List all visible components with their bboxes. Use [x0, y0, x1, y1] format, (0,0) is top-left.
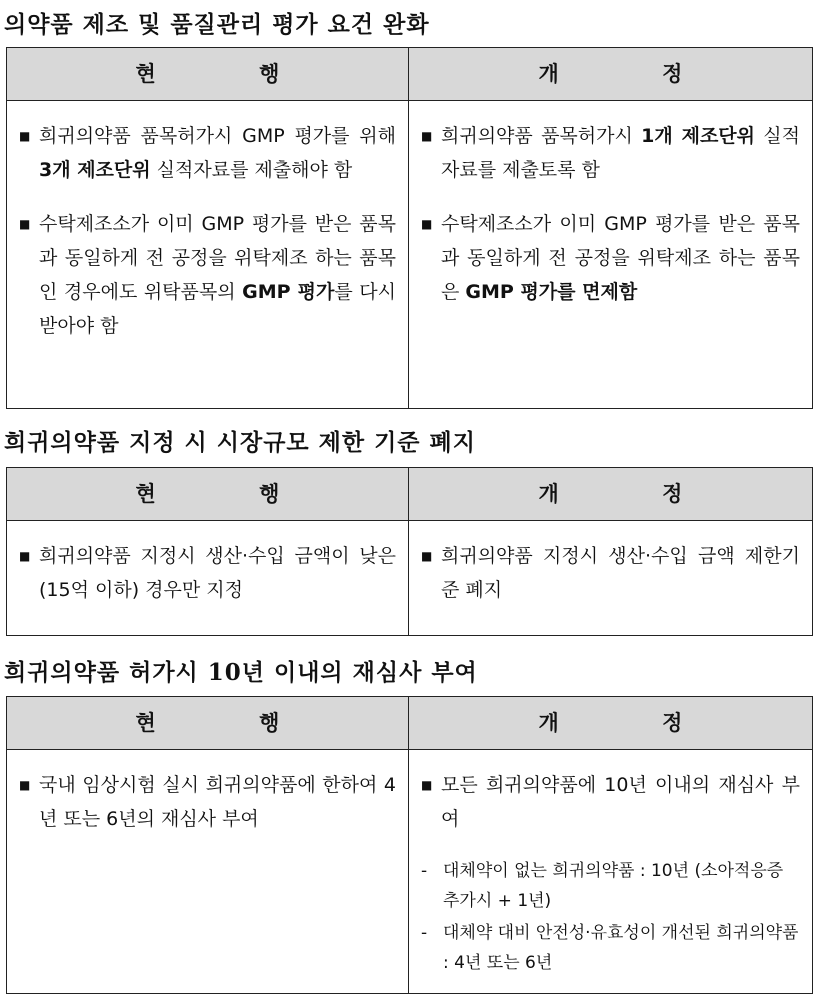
- text-segment: 희귀의약품 품목허가시: [441, 125, 642, 147]
- square-bullet-icon: ■: [421, 549, 433, 563]
- revised-cell: [409, 521, 813, 636]
- header-revised: 개 정: [409, 48, 813, 101]
- revised-cell: [409, 750, 813, 994]
- bullet-item: [421, 768, 800, 836]
- square-bullet-icon: ■: [19, 217, 31, 231]
- emphasis-text: 1개 제조단위: [641, 125, 755, 147]
- sub-item: [421, 856, 800, 916]
- current-cell: [7, 750, 409, 994]
- square-bullet-icon: ■: [421, 129, 433, 143]
- header-revised: 개 정: [409, 697, 813, 750]
- text-segment: 수탁제조소가 이미 GMP 평가를 받은 품목과 동일하게 전 공정을 위탁제조 하는 품목은: [441, 213, 800, 303]
- current-cell: [7, 101, 409, 409]
- bullet-text: [441, 119, 800, 187]
- text-segment: 희귀의약품 지정시 생산·수입 금액이 낮은(15억 이하) 경우만 지정: [39, 545, 396, 601]
- sub-item-text: 대체약이 없는 희귀의약품 : 10년 (소아적응증 추가시 + 1년): [443, 861, 784, 911]
- dash-bullet-icon: -: [421, 861, 428, 881]
- square-bullet-icon: ■: [421, 217, 433, 231]
- bullet-item: [421, 119, 800, 187]
- bullet-text: [441, 539, 800, 607]
- square-bullet-icon: ■: [19, 778, 31, 792]
- text-segment: 희귀의약품 지정시 생산·수입 금액 제한기준 폐지: [441, 545, 800, 601]
- section-title: 의약품 제조 및 품질관리 평가 요건 완화: [4, 11, 430, 38]
- comparison-table: [6, 696, 813, 994]
- comparison-table: [6, 47, 813, 409]
- bullet-item: [421, 207, 800, 309]
- square-bullet-icon: ■: [421, 778, 433, 792]
- bullet-text: [39, 119, 396, 187]
- text-segment: 모든 희귀의약품에 10년 이내의 재심사 부여: [441, 774, 800, 830]
- section-title: 희귀의약품 허가시 10년 이내의 재심사 부여: [4, 659, 478, 686]
- header-revised: 개 정: [409, 468, 813, 521]
- emphasis-text: GMP 평가: [242, 281, 335, 303]
- section-title: 희귀의약품 지정 시 시장규모 제한 기준 폐지: [4, 429, 476, 456]
- text-segment: 실적자료를 제출토록 함: [441, 125, 801, 181]
- text-segment: 수탁제조소가 이미 GMP 평가를 받은 품목과 동일하게 전 공정을 위탁제조 하는 품목인 경우에도 위탁품목의: [39, 213, 396, 303]
- square-bullet-icon: ■: [19, 549, 31, 563]
- bullet-item: [19, 539, 396, 607]
- square-bullet-icon: ■: [19, 129, 31, 143]
- bullet-text: [39, 207, 396, 343]
- dash-bullet-icon: -: [421, 923, 428, 943]
- text-segment: 국내 임상시험 실시 희귀의약품에 한하여 4년 또는 6년의 재심사 부여: [39, 774, 396, 830]
- sub-item-text: 대체약 대비 안전성·유효성이 개선된 희귀의약품 : 4년 또는 6년: [443, 923, 799, 973]
- bullet-item: [19, 207, 396, 343]
- emphasis-text: 3개 제조단위: [39, 159, 151, 181]
- bullet-text: [441, 207, 800, 309]
- bullet-item: [421, 539, 800, 607]
- bullet-item: [19, 768, 396, 836]
- bullet-text: [39, 539, 396, 607]
- bullet-text: [39, 768, 396, 836]
- bullet-text: [441, 768, 800, 836]
- sub-item: [421, 918, 800, 978]
- text-segment: 실적자료를 제출해야 함: [150, 159, 353, 181]
- text-segment: 희귀의약품 품목허가시 GMP 평가를 위해: [39, 125, 396, 147]
- revised-cell: [409, 101, 813, 409]
- text-segment: 를 다시 받아야 함: [39, 281, 396, 337]
- header-current: 현 행: [7, 697, 409, 750]
- emphasis-text: GMP 평가를 면제함: [465, 281, 638, 303]
- header-current: 현 행: [7, 468, 409, 521]
- current-cell: [7, 521, 409, 636]
- header-current: 현 행: [7, 48, 409, 101]
- bullet-item: [19, 119, 396, 187]
- comparison-table: [6, 467, 813, 636]
